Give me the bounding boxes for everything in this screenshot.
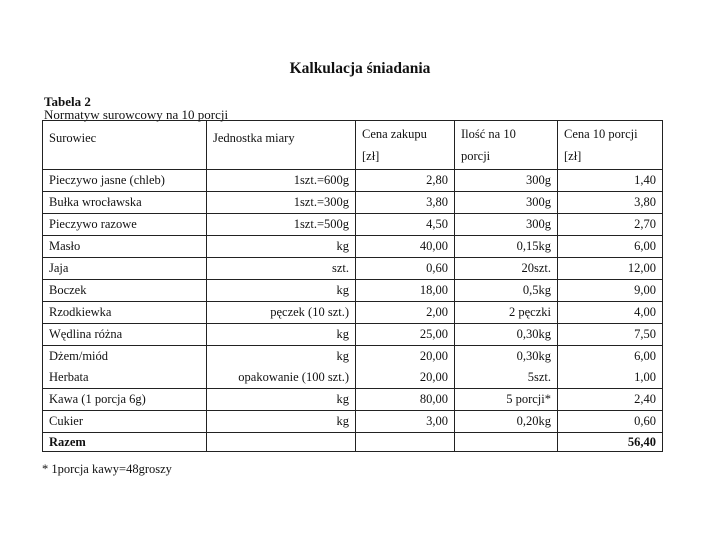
purchase-price: 20,00: [419, 370, 448, 384]
unit-of-measure: kg: [207, 411, 356, 433]
portion-cost: 7,50: [558, 324, 663, 346]
header-purchase-price: [356, 121, 455, 170]
total-row: [43, 433, 663, 452]
table-row: [43, 170, 663, 192]
quantity: 20szt.: [455, 258, 558, 280]
ingredient-name: Pieczywo razowe: [43, 214, 207, 236]
header-quantity: [455, 121, 558, 170]
header-purchase-price-line2: [zł]: [362, 149, 380, 163]
unit-of-measure: 1szt.=300g: [207, 192, 356, 214]
table-row: [43, 192, 663, 214]
quantity: 0,30kg: [516, 349, 551, 363]
quantity: 0,15kg: [455, 236, 558, 258]
table-row: [43, 214, 663, 236]
ingredient-name: Cukier: [43, 411, 207, 433]
unit-of-measure: kg: [207, 236, 356, 258]
unit-of-measure: 1szt.=500g: [207, 214, 356, 236]
quantity: 0,30kg: [455, 324, 558, 346]
table-row-merged: [43, 346, 663, 389]
purchase-price-cell: [356, 346, 455, 389]
ingredient-name-cell: [43, 346, 207, 389]
header-ingredient: Surowiec: [43, 121, 207, 170]
unit-of-measure: kg: [207, 389, 356, 411]
ingredient-name: Dżem/miód: [49, 349, 109, 363]
purchase-price: 25,00: [356, 324, 455, 346]
header-unit: Jednostka miary: [207, 121, 356, 170]
portion-cost: 1,40: [558, 170, 663, 192]
empty-cell: [455, 433, 558, 452]
portion-cost: 2,40: [558, 389, 663, 411]
total-value: 56,40: [558, 433, 663, 452]
purchase-price: 4,50: [356, 214, 455, 236]
quantity: 0,20kg: [455, 411, 558, 433]
footnote: * 1porcja kawy=48groszy: [42, 462, 172, 476]
unit-of-measure: 1szt.=600g: [207, 170, 356, 192]
table-caption: [44, 95, 228, 121]
empty-cell: [207, 433, 356, 452]
ingredient-name: Herbata: [49, 370, 89, 384]
header-portion-cost-line2: [zł]: [564, 149, 582, 163]
purchase-price: 40,00: [356, 236, 455, 258]
purchase-price: 3,00: [356, 411, 455, 433]
ingredient-name: Wędlina różna: [43, 324, 207, 346]
portion-cost: 2,70: [558, 214, 663, 236]
ingredient-name: Kawa (1 porcja 6g): [43, 389, 207, 411]
table-row: [43, 236, 663, 258]
unit-of-measure: szt.: [207, 258, 356, 280]
purchase-price: 2,00: [356, 302, 455, 324]
unit-of-measure: pęczek (10 szt.): [207, 302, 356, 324]
table-subtitle: Normatyw surowcowy na 10 porcji: [44, 107, 229, 122]
ingredient-name: Masło: [43, 236, 207, 258]
table-row: [43, 302, 663, 324]
header-portion-cost: [558, 121, 663, 170]
portion-cost: 4,00: [558, 302, 663, 324]
quantity: 0,5kg: [455, 280, 558, 302]
portion-cost: 6,00: [634, 349, 656, 363]
table-label: Tabela 2: [44, 94, 91, 109]
quantity-cell: [455, 346, 558, 389]
portion-cost: 1,00: [634, 370, 656, 384]
purchase-price: 18,00: [356, 280, 455, 302]
purchase-price: 3,80: [356, 192, 455, 214]
unit-of-measure: kg: [336, 349, 349, 363]
table-row: [43, 258, 663, 280]
quantity: 300g: [455, 170, 558, 192]
quantity: 300g: [455, 214, 558, 236]
unit-of-measure: opakowanie (100 szt.): [238, 370, 349, 384]
total-label: Razem: [43, 433, 207, 452]
ingredients-table: [42, 120, 663, 452]
table-row: [43, 389, 663, 411]
portion-cost: 0,60: [558, 411, 663, 433]
purchase-price: 20,00: [419, 349, 448, 363]
header-purchase-price-line1: Cena zakupu: [362, 127, 427, 141]
purchase-price: 80,00: [356, 389, 455, 411]
unit-of-measure-cell: [207, 346, 356, 389]
purchase-price: 2,80: [356, 170, 455, 192]
portion-cost: 3,80: [558, 192, 663, 214]
header-portion-cost-line1: Cena 10 porcji: [564, 127, 638, 141]
quantity: 300g: [455, 192, 558, 214]
ingredient-name: Pieczywo jasne (chleb): [43, 170, 207, 192]
ingredient-name: Boczek: [43, 280, 207, 302]
header-quantity-line2: porcji: [461, 149, 491, 163]
purchase-price: 0,60: [356, 258, 455, 280]
empty-cell: [356, 433, 455, 452]
portion-cost-cell: [558, 346, 663, 389]
ingredient-name: Jaja: [43, 258, 207, 280]
unit-of-measure: kg: [207, 324, 356, 346]
table-row: [43, 324, 663, 346]
unit-of-measure: kg: [207, 280, 356, 302]
quantity: 5szt.: [527, 370, 551, 384]
table-row: [43, 280, 663, 302]
portion-cost: 9,00: [558, 280, 663, 302]
ingredient-name: Bułka wrocławska: [43, 192, 207, 214]
table-row: [43, 411, 663, 433]
quantity: 2 pęczki: [455, 302, 558, 324]
table-header-row: [43, 121, 663, 170]
page-title: Kalkulacja śniadania: [289, 60, 431, 77]
ingredient-name: Rzodkiewka: [43, 302, 207, 324]
portion-cost: 6,00: [558, 236, 663, 258]
portion-cost: 12,00: [558, 258, 663, 280]
header-quantity-line1: Ilość na 10: [461, 127, 516, 141]
quantity: 5 porcji*: [455, 389, 558, 411]
